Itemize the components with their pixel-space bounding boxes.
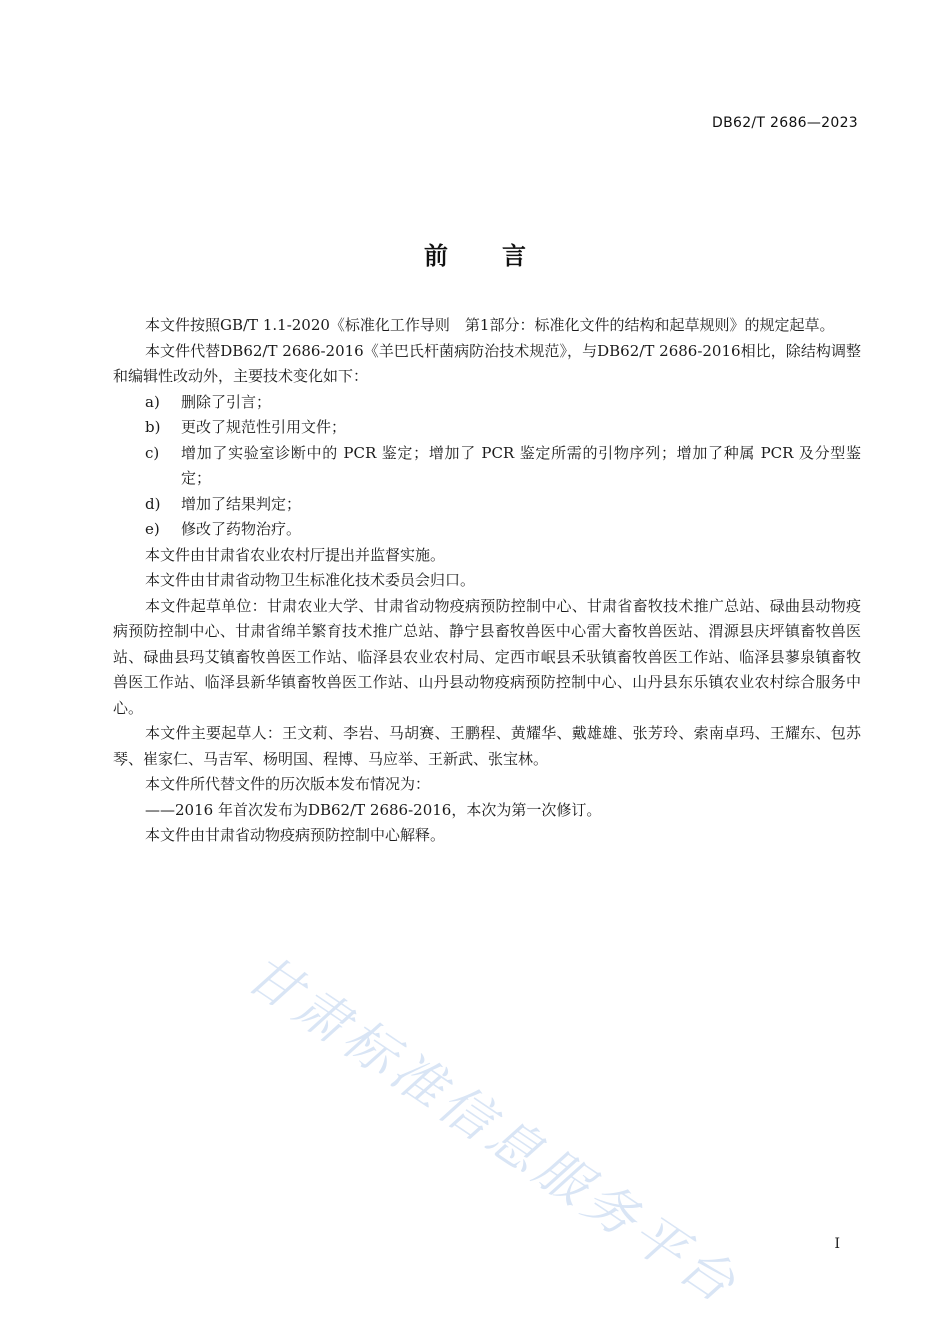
change-item-d [113,492,861,518]
list-item-label: a) [145,392,160,411]
paragraph-first-release: ——2016 年首次发布为DB62/T 2686-2016，本次为第一次修订。 [145,800,602,819]
paragraph-drafting-rules: 本文件按照GB/T 1.1-2020《标准化工作导则 第1部分：标准化文件的结构和起草规则》的规定起草。 [145,316,835,334]
list-item-label: d) [145,494,161,513]
change-item-c [113,441,861,492]
list-item-text: 增加了结果判定； [181,494,302,513]
list-item-text: 修改了药物治疗。 [181,520,302,538]
page-number: I [834,1236,840,1252]
paragraph-replacement: 本文件代替DB62/T 2686-2016《羊巴氏杆菌病防治技术规范》，与DB62/T 2686-2016相比，除结构调整和编辑性改动外，主要技术变化如下： [113,341,861,385]
paragraph-drafters: 本文件主要起草人：王文莉、李岩、马胡赛、王鹏程、黄耀华、戴雄雄、张芳玲、索南卓玛、王耀东、包苏琴、崔家仁、马吉军、杨明国、程博、马应举、王新武、张宝林。 [113,724,861,768]
change-item-a [113,390,861,416]
list-item-label: e) [145,520,160,538]
paragraph-proposer: 本文件由甘肃省农业农村厅提出并监督实施。 [145,545,446,564]
page-title: 前言 [424,242,580,270]
list-item-text: 增加了实验室诊断中的 PCR 鉴定；增加了 PCR 鉴定所需的引物序列；增加了种属 PCR 及分型鉴定； [181,443,861,487]
watermark: 甘肃标准信息服务平台 [235,943,750,1318]
document-code: DB62/T 2686—2023 [712,115,858,131]
change-item-b [113,415,861,441]
list-item-label: b) [145,418,161,436]
paragraph-drafting-units: 本文件起草单位：甘肃农业大学、甘肃省动物疫病预防控制中心、甘肃省畜牧技术推广总站、碌曲县动物疫病预防控制中心、甘肃省绵羊繁育技术推广总站、静宁县畜牧兽医中心雷大畜牧兽医站、渭源县庆坪镇畜牧兽医站、碌曲县玛艾镇畜牧兽医工作站、临泽县农业农村局、定西市岷县禾驮镇畜牧兽医工作站、临泽县蓼泉镇畜牧兽医工作站、临泽县新华镇畜牧兽医工作站、山丹县动物疫病预防控制中心、山丹县东乐镇农业农村综合服务中心。 [113,596,861,717]
paragraph-technical-committee: 本文件由甘肃省动物卫生标准化技术委员会归口。 [145,571,476,589]
list-item-label: c) [145,443,160,462]
change-item-e [113,517,861,543]
list-item-text: 删除了引言； [181,392,272,411]
list-item-text: 更改了规范性引用文件； [181,418,347,436]
paragraph-interpretation: 本文件由甘肃省动物疫病预防控制中心解释。 [145,826,446,844]
paragraph-version-history: 本文件所代替文件的历次版本发布情况为： [145,775,431,793]
foreword-body [113,313,861,849]
